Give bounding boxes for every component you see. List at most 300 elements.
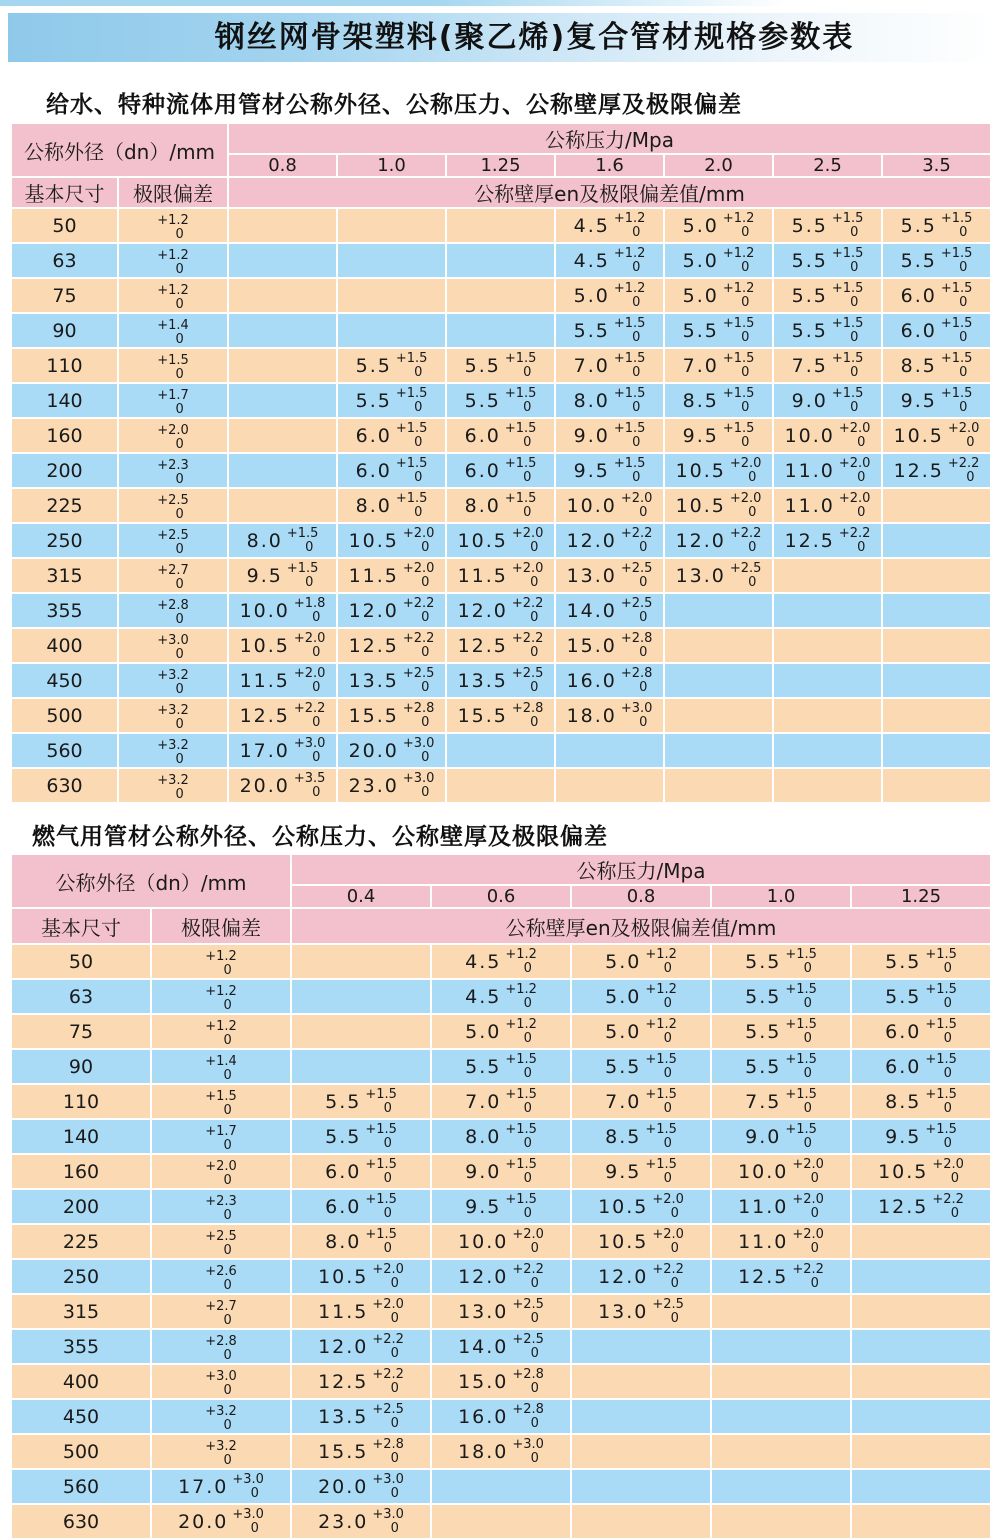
tolerance-stack: +1.5 0 <box>504 420 537 450</box>
tolerance-stack: +2.8 0 <box>620 665 653 695</box>
dn-cell <box>11 1469 151 1504</box>
wall-thickness-value: 13.0 <box>598 1300 649 1323</box>
tolerance-cell <box>118 733 228 768</box>
tolerance-stack: +1.2 0 <box>157 213 189 242</box>
basic-size-header: 基本尺寸 <box>11 908 151 944</box>
pressure-value-header: 2.5 <box>773 154 882 177</box>
wall-thickness-value: 12.5 <box>457 634 508 657</box>
wall-thickness-value: 12.0 <box>457 599 508 622</box>
wall-thickness-cell <box>773 628 882 663</box>
wall-thickness-cell <box>446 208 555 243</box>
wall-thickness-cell <box>571 1049 711 1084</box>
wall-thickness-cell <box>711 1224 851 1259</box>
wall-thickness-cell <box>664 698 773 733</box>
wall-thickness-cell <box>431 1014 571 1049</box>
tolerance-cell <box>151 1504 291 1539</box>
tolerance-stack: +2.7 0 <box>157 563 189 592</box>
tolerance-cell <box>151 1189 291 1224</box>
wall-thickness-cell <box>882 313 991 348</box>
table-row <box>11 243 991 278</box>
tolerance-stack: +1.2 0 <box>157 248 189 277</box>
tolerance-stack: +1.5 0 <box>925 946 957 976</box>
wall-thickness-cell <box>337 243 446 278</box>
tolerance-stack: +2.7 0 <box>205 1299 237 1328</box>
pressure-value-header: 1.0 <box>337 154 446 177</box>
table-row <box>11 979 991 1014</box>
tolerance-stack: +2.5 0 <box>620 595 653 625</box>
wall-thickness-cell <box>291 1434 431 1469</box>
tolerance-stack: +2.0 0 <box>372 1296 404 1326</box>
wall-thickness-cell <box>337 698 446 733</box>
wall-thickness-cell <box>291 1049 431 1084</box>
wall-thickness-cell <box>431 944 571 979</box>
wall-thickness-cell <box>228 383 337 418</box>
tolerance-stack: +2.5 0 <box>372 1401 404 1431</box>
wall-thickness-cell <box>291 1224 431 1259</box>
wall-thickness-cell <box>228 278 337 313</box>
tolerance-stack: +2.2 0 <box>511 630 544 660</box>
wall-thickness-cell <box>851 1189 991 1224</box>
wall-thickness-value: 12.5 <box>239 704 290 727</box>
tolerance-stack: +1.5 0 <box>925 1086 957 1116</box>
dn-value: 90 <box>68 1055 94 1078</box>
dn-value: 500 <box>62 1440 100 1463</box>
tolerance-stack: +2.0 0 <box>947 420 980 450</box>
wall-thickness-value: 6.0 <box>900 284 937 307</box>
wall-thickness-cell <box>773 488 882 523</box>
tolerance-stack: +1.2 0 <box>613 280 646 310</box>
tolerance-stack: +1.5 0 <box>940 315 973 345</box>
wall-thickness-cell <box>291 979 431 1014</box>
table-row <box>11 593 991 628</box>
wall-thickness-value: 7.0 <box>465 1090 502 1113</box>
wall-thickness-value: 10.5 <box>675 494 726 517</box>
table-row <box>11 1434 991 1469</box>
dn-cell <box>11 348 118 383</box>
tolerance-stack: +1.5 0 <box>785 1051 817 1081</box>
tolerance-stack: +2.8 0 <box>512 1401 544 1431</box>
dn-value: 63 <box>68 985 94 1008</box>
wall-thickness-value: 6.0 <box>464 424 501 447</box>
wall-thickness-cell <box>431 1119 571 1154</box>
wall-thickness-cell <box>337 733 446 768</box>
tolerance-stack: +2.8 0 <box>620 630 653 660</box>
wall-thickness-cell <box>711 1154 851 1189</box>
wall-thickness-value: 15.0 <box>458 1370 509 1393</box>
wall-thickness-cell <box>882 488 991 523</box>
tolerance-stack: +1.5 0 <box>286 560 319 590</box>
wall-thickness-cell <box>882 768 991 803</box>
wall-thickness-value: 10.0 <box>738 1160 789 1183</box>
tolerance-cell <box>151 1224 291 1259</box>
wall-thickness-cell <box>882 698 991 733</box>
tolerance-stack: +2.0 0 <box>792 1191 824 1221</box>
wall-thickness-cell <box>773 383 882 418</box>
water-pipe-spec-table <box>10 122 992 804</box>
wall-thickness-value: 10.0 <box>784 424 835 447</box>
wall-thickness-cell <box>431 1259 571 1294</box>
dn-value: 315 <box>46 564 83 587</box>
wall-thickness-value: 12.5 <box>878 1195 929 1218</box>
tolerance-stack: +2.0 0 <box>729 455 762 485</box>
wall-thickness-cell <box>228 348 337 383</box>
wall-thickness-value: 8.5 <box>900 354 937 377</box>
dn-value: 140 <box>62 1125 100 1148</box>
wall-thickness-value: 23.0 <box>318 1510 369 1533</box>
dn-cell <box>11 488 118 523</box>
table-row <box>11 944 991 979</box>
wall-thickness-value: 5.5 <box>745 950 782 973</box>
dn-value: 450 <box>46 669 83 692</box>
wall-thickness-value: 7.0 <box>682 354 719 377</box>
tolerance-stack: +1.5 0 <box>940 350 973 380</box>
wall-thickness-value: 6.0 <box>464 459 501 482</box>
tolerance-stack: +2.0 0 <box>293 630 326 660</box>
wall-thickness-cell <box>431 1154 571 1189</box>
tolerance-stack: +3.2 0 <box>157 668 189 697</box>
wall-thickness-cell <box>773 663 882 698</box>
tolerance-stack: +1.4 0 <box>205 1054 237 1083</box>
tolerance-stack: +1.5 0 <box>504 385 537 415</box>
dn-cell <box>11 1329 151 1364</box>
tolerance-stack: +2.5 0 <box>512 1331 544 1361</box>
dn-cell <box>11 1224 151 1259</box>
tolerance-stack: +1.5 0 <box>395 490 428 520</box>
table-row <box>11 523 991 558</box>
tolerance-stack: +1.5 0 <box>395 385 428 415</box>
wall-thickness-cell <box>711 1049 851 1084</box>
dn-value: 75 <box>52 284 77 307</box>
wall-thickness-cell <box>664 768 773 803</box>
wall-thickness-cell <box>851 1434 991 1469</box>
wall-thickness-cell <box>711 944 851 979</box>
tolerance-stack: +1.2 0 <box>505 946 537 976</box>
table-row <box>11 313 991 348</box>
wall-thickness-cell <box>882 663 991 698</box>
tolerance-cell <box>118 523 228 558</box>
wall-thickness-value: 11.0 <box>784 459 835 482</box>
wall-thickness-cell <box>228 243 337 278</box>
pressure-header: 公称压力/Mpa <box>291 854 991 885</box>
tolerance-stack: +2.5 0 <box>157 528 189 557</box>
outer-diameter-header: 公称外径（dn）/mm <box>11 854 291 908</box>
wall-thickness-cell <box>228 733 337 768</box>
tolerance-stack: +1.5 0 <box>831 210 864 240</box>
wall-thickness-value: 6.0 <box>325 1160 362 1183</box>
tolerance-stack: +1.5 0 <box>645 1156 677 1186</box>
tolerance-cell <box>118 418 228 453</box>
wall-thickness-value: 11.5 <box>239 669 290 692</box>
tolerance-stack: +2.0 0 <box>729 490 762 520</box>
wall-thickness-value: 5.5 <box>325 1125 362 1148</box>
wall-thickness-cell <box>337 383 446 418</box>
tolerance-stack: +1.2 0 <box>205 984 237 1013</box>
wall-thickness-cell <box>555 453 664 488</box>
wall-thickness-cell <box>851 1399 991 1434</box>
wall-thickness-cell <box>555 243 664 278</box>
wall-thickness-cell <box>571 1294 711 1329</box>
wall-thickness-cell <box>711 1469 851 1504</box>
wall-thickness-cell <box>228 488 337 523</box>
dn-cell <box>11 1119 151 1154</box>
dn-value: 200 <box>46 459 83 482</box>
wall-thickness-value: 15.5 <box>318 1440 369 1463</box>
tolerance-stack: +1.2 0 <box>613 245 646 275</box>
wall-thickness-value: 6.0 <box>325 1195 362 1218</box>
tolerance-stack: +2.0 0 <box>157 423 189 452</box>
wall-thickness-cell <box>291 1014 431 1049</box>
tolerance-stack: +2.5 0 <box>729 560 762 590</box>
tolerance-stack: +2.0 0 <box>293 665 326 695</box>
tolerance-stack: +1.5 0 <box>286 525 319 555</box>
tolerance-stack: +1.5 0 <box>365 1086 397 1116</box>
dn-value: 140 <box>46 389 83 412</box>
wall-thickness-cell <box>446 313 555 348</box>
dn-cell <box>11 1189 151 1224</box>
tolerance-stack: +1.5 0 <box>365 1121 397 1151</box>
dn-cell <box>11 1084 151 1119</box>
wall-thickness-cell <box>446 733 555 768</box>
table-row <box>11 733 991 768</box>
basic-size-header: 基本尺寸 <box>11 177 118 208</box>
spec-table <box>10 122 992 804</box>
wall-thickness-cell <box>337 593 446 628</box>
table-row <box>11 1364 991 1399</box>
wall-thickness-cell <box>228 558 337 593</box>
wall-thickness-value: 5.0 <box>682 249 719 272</box>
tolerance-stack: +1.5 0 <box>925 1016 957 1046</box>
wall-thickness-value: 5.5 <box>745 1055 782 1078</box>
tolerance-stack: +1.2 0 <box>722 210 755 240</box>
wall-thickness-cell <box>446 523 555 558</box>
wall-thickness-cell <box>571 1259 711 1294</box>
wall-thickness-value: 10.5 <box>348 529 399 552</box>
table-row <box>11 1259 991 1294</box>
tolerance-header: 极限偏差 <box>151 908 291 944</box>
wall-thickness-value: 9.0 <box>573 424 610 447</box>
wall-thickness-cell <box>851 1329 991 1364</box>
tolerance-stack: +2.5 0 <box>402 665 435 695</box>
tolerance-stack: +1.5 0 <box>504 455 537 485</box>
table-row <box>11 1154 991 1189</box>
wall-thickness-value: 9.5 <box>682 424 719 447</box>
wall-thickness-cell <box>555 593 664 628</box>
tolerance-stack: +2.8 0 <box>157 598 189 627</box>
wall-thickness-value: 5.5 <box>355 389 392 412</box>
wall-thickness-cell <box>228 628 337 663</box>
table-row <box>11 383 991 418</box>
tolerance-stack: +2.0 0 <box>652 1226 684 1256</box>
wall-thickness-cell <box>291 944 431 979</box>
dn-cell <box>11 1399 151 1434</box>
tolerance-stack: +3.0 0 <box>620 700 653 730</box>
wall-thickness-value: 12.0 <box>348 599 399 622</box>
wall-thickness-cell <box>228 698 337 733</box>
tolerance-stack: +2.5 0 <box>620 560 653 590</box>
wall-thickness-value: 5.5 <box>325 1090 362 1113</box>
tolerance-stack: +2.0 0 <box>402 525 435 555</box>
wall-thickness-cell <box>882 593 991 628</box>
tolerance-stack: +3.0 0 <box>372 1471 404 1501</box>
wall-thickness-cell <box>664 348 773 383</box>
wall-thickness-cell <box>571 1434 711 1469</box>
wall-thickness-cell <box>291 1084 431 1119</box>
wall-thickness-cell <box>664 733 773 768</box>
wall-thickness-value: 10.5 <box>878 1160 929 1183</box>
wall-thickness-cell <box>431 1399 571 1434</box>
wall-thickness-value: 9.0 <box>745 1125 782 1148</box>
tolerance-stack: +2.0 0 <box>205 1159 237 1188</box>
dn-value: 450 <box>62 1405 100 1428</box>
wall-thickness-value: 20.0 <box>239 774 290 797</box>
wall-thickness-cell <box>851 1119 991 1154</box>
wall-thickness-cell <box>882 558 991 593</box>
wall-thickness-value: 10.5 <box>598 1195 649 1218</box>
dn-cell <box>11 1049 151 1084</box>
wall-thickness-cell <box>431 1504 571 1539</box>
wall-thickness-value: 20.0 <box>318 1475 369 1498</box>
wall-thickness-cell <box>446 278 555 313</box>
wall-thickness-cell <box>664 313 773 348</box>
tolerance-stack: +3.0 0 <box>293 735 326 765</box>
wall-thickness-cell <box>851 1049 991 1084</box>
tolerance-stack: +1.5 0 <box>504 490 537 520</box>
table-row <box>11 1399 991 1434</box>
dn-value: 90 <box>52 319 77 342</box>
tolerance-cell <box>118 593 228 628</box>
wall-thickness-cell <box>882 383 991 418</box>
tolerance-stack: +2.5 0 <box>511 665 544 695</box>
tolerance-stack: +1.2 0 <box>722 245 755 275</box>
table-row <box>11 1084 991 1119</box>
wall-thickness-cell <box>446 243 555 278</box>
wall-thickness-cell <box>773 243 882 278</box>
dn-cell <box>11 1434 151 1469</box>
dn-value: 225 <box>62 1230 100 1253</box>
wall-thickness-cell <box>664 243 773 278</box>
wall-thickness-cell <box>446 663 555 698</box>
tolerance-stack: +2.0 0 <box>620 490 653 520</box>
tolerance-stack: +1.5 0 <box>505 1051 537 1081</box>
tolerance-stack: +3.0 0 <box>402 735 435 765</box>
wall-thickness-value: 12.0 <box>566 529 617 552</box>
wall-thickness-cell <box>571 1469 711 1504</box>
tolerance-cell <box>118 698 228 733</box>
wall-thickness-cell <box>773 523 882 558</box>
dn-value: 560 <box>62 1475 100 1498</box>
wall-thickness-cell <box>711 1294 851 1329</box>
tolerance-stack: +1.5 0 <box>785 1121 817 1151</box>
tolerance-stack: +2.5 0 <box>512 1296 544 1326</box>
wall-thickness-cell <box>571 1189 711 1224</box>
tolerance-cell <box>151 1049 291 1084</box>
tolerance-cell <box>151 1014 291 1049</box>
tolerance-stack: +2.8 0 <box>402 700 435 730</box>
wall-thickness-cell <box>431 1224 571 1259</box>
wall-thickness-value: 5.0 <box>605 1020 642 1043</box>
tolerance-stack: +1.5 0 <box>831 385 864 415</box>
wall-thickness-cell <box>711 1189 851 1224</box>
wall-thickness-value: 15.5 <box>348 704 399 727</box>
wall-thickness-cell <box>711 1084 851 1119</box>
wall-thickness-value: 5.5 <box>745 1020 782 1043</box>
page-title: 钢丝网骨架塑料(聚乙烯)复合管材规格参数表 <box>214 20 855 55</box>
wall-thickness-value: 5.5 <box>605 1055 642 1078</box>
wall-thickness-value: 5.5 <box>900 214 937 237</box>
wall-thickness-value: 17.0 <box>178 1475 229 1498</box>
wall-thickness-cell <box>555 698 664 733</box>
table-row <box>11 628 991 663</box>
dn-cell <box>11 278 118 313</box>
dn-value: 500 <box>46 704 83 727</box>
wall-thickness-value: 4.5 <box>573 214 610 237</box>
tolerance-stack: +3.0 0 <box>232 1471 264 1501</box>
tolerance-cell <box>118 383 228 418</box>
pressure-value-header: 3.5 <box>882 154 991 177</box>
tolerance-stack: +1.5 0 <box>365 1191 397 1221</box>
wall-thickness-cell <box>431 1434 571 1469</box>
wall-thickness-cell <box>555 628 664 663</box>
wall-thickness-cell <box>571 1154 711 1189</box>
wall-thickness-cell <box>664 278 773 313</box>
wall-thickness-cell <box>431 1189 571 1224</box>
dn-value: 630 <box>62 1510 100 1533</box>
wall-thickness-cell <box>228 453 337 488</box>
pressure-value-header: 1.6 <box>555 154 664 177</box>
wall-thickness-cell <box>711 1364 851 1399</box>
tolerance-stack: +3.0 0 <box>232 1506 264 1536</box>
tolerance-cell <box>151 979 291 1014</box>
wall-thickness-value: 11.0 <box>784 494 835 517</box>
wall-thickness-cell <box>711 1119 851 1154</box>
table-row <box>11 208 991 243</box>
pressure-value-header: 0.6 <box>431 885 571 908</box>
tolerance-stack: +1.2 0 <box>505 1016 537 1046</box>
wall-thickness-value: 15.0 <box>566 634 617 657</box>
wall-thickness-cell <box>291 1469 431 1504</box>
wall-thickness-value: 14.0 <box>458 1335 509 1358</box>
wall-thickness-cell <box>773 733 882 768</box>
wall-thickness-value: 8.0 <box>465 1125 502 1148</box>
wall-thickness-cell <box>446 383 555 418</box>
wall-thickness-value: 13.5 <box>457 669 508 692</box>
wall-thickness-value: 12.0 <box>675 529 726 552</box>
wall-thickness-cell <box>571 944 711 979</box>
tolerance-stack: +2.0 0 <box>652 1191 684 1221</box>
wall-thickness-cell <box>291 1329 431 1364</box>
tolerance-stack: +2.8 0 <box>372 1436 404 1466</box>
dn-value: 110 <box>46 354 83 377</box>
tolerance-stack: +1.5 0 <box>157 353 189 382</box>
tolerance-stack: +3.0 0 <box>205 1369 237 1398</box>
wall-thickness-value: 20.0 <box>178 1510 229 1533</box>
table-row <box>11 1329 991 1364</box>
table-row <box>11 1224 991 1259</box>
wall-thickness-cell <box>711 1434 851 1469</box>
dn-cell <box>11 944 151 979</box>
tolerance-stack: +2.2 0 <box>372 1366 404 1396</box>
pressure-value-header: 2.0 <box>664 154 773 177</box>
wall-thickness-value: 5.5 <box>745 985 782 1008</box>
tolerance-stack: +1.5 0 <box>940 210 973 240</box>
tolerance-stack: +1.5 0 <box>940 280 973 310</box>
wall-thickness-cell <box>851 944 991 979</box>
tolerance-stack: +3.2 0 <box>157 703 189 732</box>
wall-thickness-cell <box>555 418 664 453</box>
tolerance-stack: +2.0 0 <box>792 1226 824 1256</box>
wall-thickness-value: 9.0 <box>465 1160 502 1183</box>
tolerance-stack: +1.5 0 <box>505 1191 537 1221</box>
